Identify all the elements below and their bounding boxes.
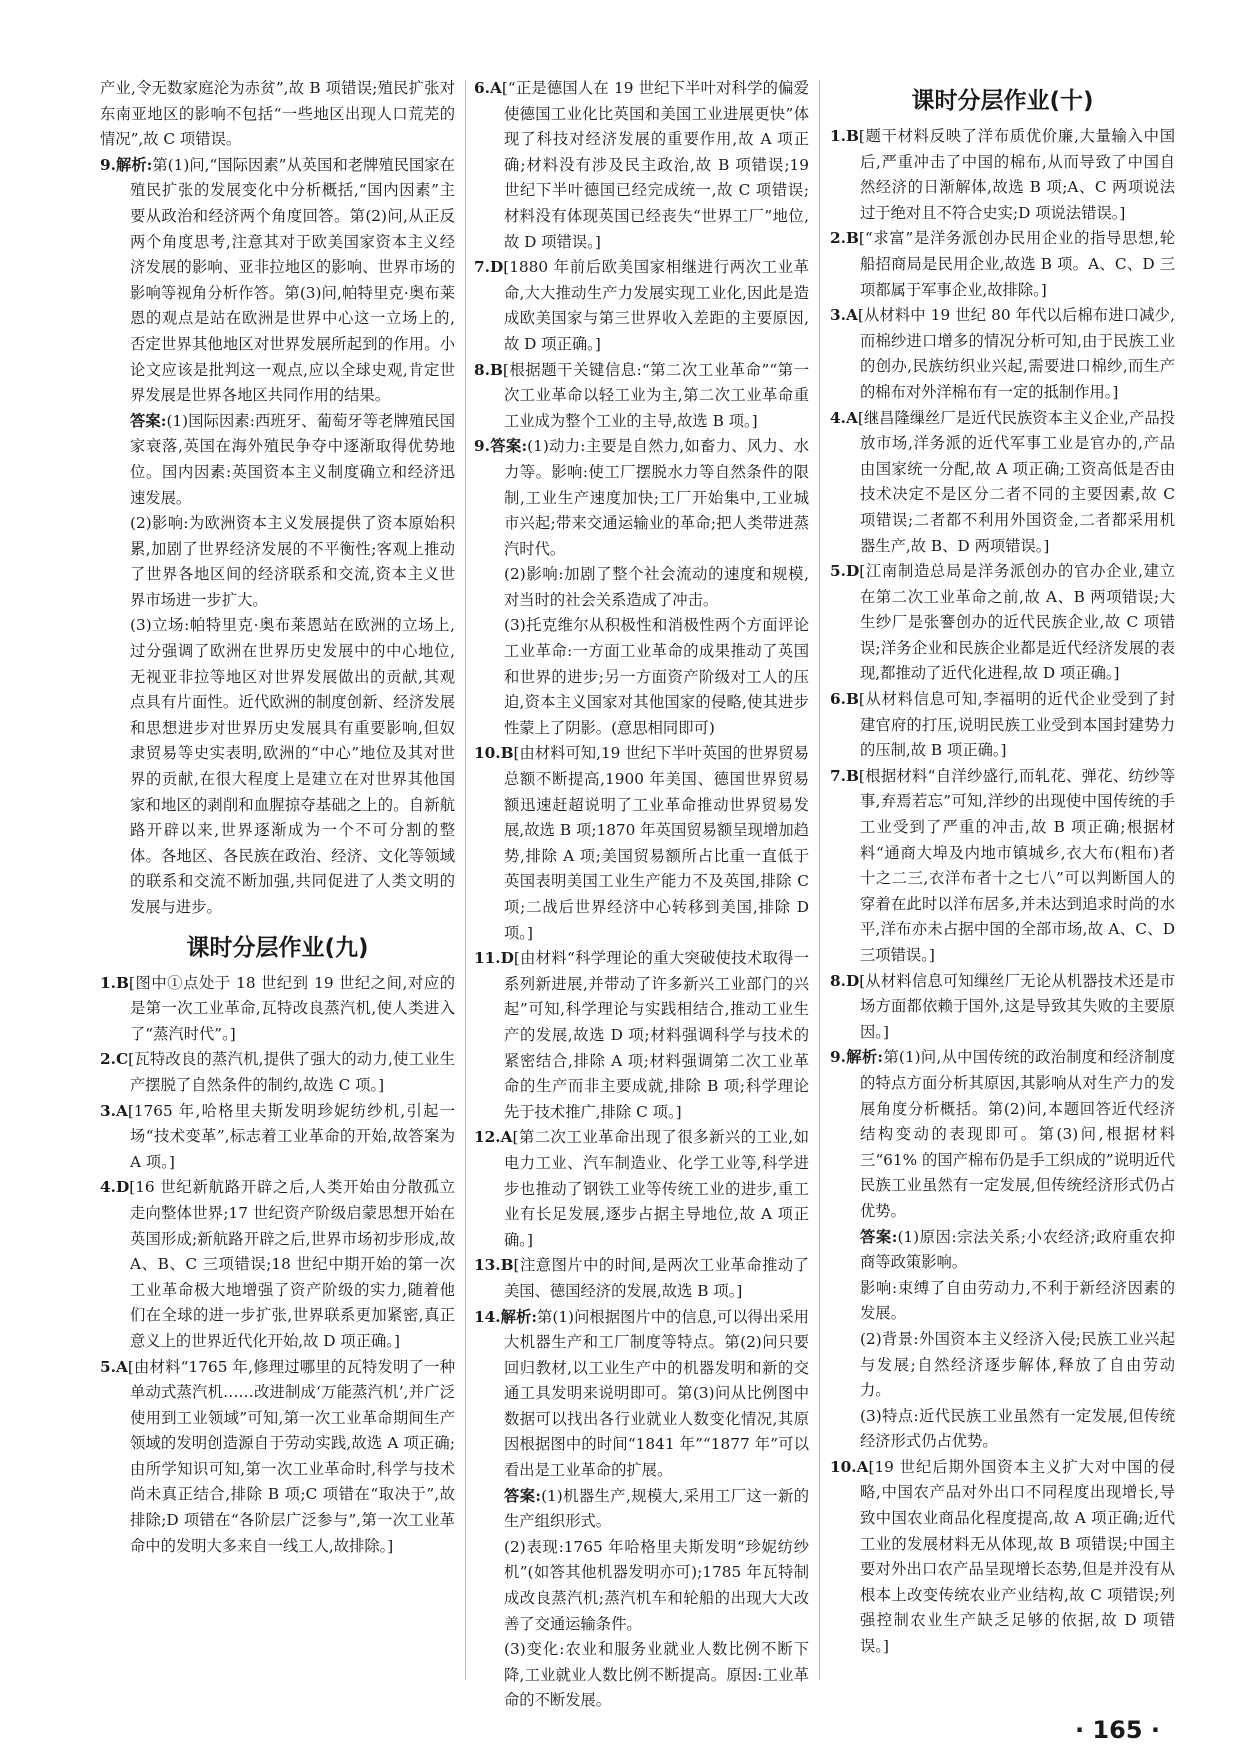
answer-block — [474, 1484, 809, 1535]
answer-paragraph — [474, 1637, 809, 1714]
question-answer — [100, 1175, 455, 1354]
question-number: 2.C — [100, 1050, 129, 1069]
answer-text: (1)机器生产,规模大,采用工厂这一新的生产组织形式。 — [504, 1486, 809, 1531]
answer-text: [从材料信息可知,李福明的近代企业受到了封建官府的打压,说明民族工业受到本国封建势力的压制,故 B 项正确。] — [858, 690, 1175, 760]
question-answer — [474, 358, 809, 435]
answer-text: [瓦特改良的蒸汽机,提供了强大的动力,使工业生产摆脱了自然条件的制约,故选 C 项。] — [128, 1050, 455, 1094]
question-answer — [474, 946, 809, 1125]
question-answer — [474, 1305, 809, 1484]
question-answer — [830, 124, 1175, 226]
question-number: 6.B — [830, 690, 859, 709]
question-number: 10.B — [474, 744, 514, 763]
answer-text: (2)背景:外国资本主义经济入侵;民族工业兴起与发展;自然经济逐步解体,释放了自由劳动力。 — [860, 1329, 1175, 1400]
answer-label: 解析: — [845, 1048, 884, 1067]
answer-text: (3)变化:农业和服务业就业人数比例不断下降,工业就业人数比例不断提高。原因:工业革命的不断发展。 — [504, 1640, 809, 1710]
section-title: 课时分层作业(十) — [911, 88, 1094, 114]
question-answer — [100, 1355, 455, 1560]
answer-text: [16 世纪新航路开辟之后,人类开始由分散孤立走向整体世界;17 世纪资产阶级启蒙思想开始在英国形成;新航路开辟之后,世界市场初步形成,故 A、B、C 三项错误;18 世纪中期开始的第一次工业革命极大地增强了资产阶级的实力,随着他们在全球的进一步扩张,世界联系更加紧密,真正意义上的世界近代化开始,故 D 项正确。] — [129, 1178, 455, 1350]
answer-paragraph — [100, 613, 455, 920]
column-divider — [465, 80, 466, 1680]
answer-text: [由材料“1765 年,修理过哪里的瓦特发明了一种单动式蒸汽机……改进制成‘万能蒸汽机’,并广泛使用到工业领域”可知,第一次工业革命期间生产领域的发明创造源自于劳动实践,故选 A 项正确;由所学知识可知,第一次工业革命时,科学与技术尚未真正结合,排除 B 项;C 项错在“取决于”,故排除;D 项错在“各阶层广泛参与”,第一次工业革命中的发明大多来自一线工人,故排除。] — [127, 1357, 455, 1555]
question-answer — [100, 971, 455, 1048]
question-number: 1.B — [100, 973, 129, 992]
question-answer — [830, 559, 1175, 687]
answer-block — [830, 1225, 1175, 1276]
question-answer — [474, 76, 809, 255]
question-answer — [474, 741, 809, 946]
page-number: · 165 · — [1074, 1716, 1160, 1744]
answer-text: [注意图片中的时间,是两次工业革命推动了美国、德国经济的发展,故选 B 项。] — [504, 1256, 809, 1300]
answer-text: [1765 年,哈格里夫斯发明珍妮纺纱机,引起一场“技术变革”,标志着工业革命的开始,故答案为 A 项。] — [127, 1101, 455, 1171]
answer-text: [第二次工业革命出现了很多新兴的工业,如电力工业、汽车制造业、化学工业等,科学进步也推动了钢铁工业等传统工业的进步,重工业有长足发展,逐步占据主导地位,故 A 项正确。] — [504, 1128, 809, 1249]
question-number: 2.B — [830, 229, 859, 248]
answer-text: (1)国际因素:西班牙、葡萄牙等老牌殖民国家衰落,英国在海外殖民争夺中逐渐取得优势地位。国内因素:英国资本主义制度确立和经济迅速发展。 — [130, 411, 455, 507]
answer-label: 答案: — [489, 437, 528, 456]
answer-column-left — [100, 76, 455, 1736]
question-number: 5.A — [100, 1357, 128, 1376]
question-number: 9. — [830, 1048, 846, 1067]
question-number: 8.D — [830, 971, 860, 990]
answer-paragraph — [474, 562, 809, 613]
question-number: 7.B — [830, 766, 859, 785]
answer-text: (2)影响:为欧洲资本主义发展提供了资本原始积累,加剧了世界经济发展的不平衡性;客观上推动了世界各地区间的经济联系和交流,资本主义世界市场进一步扩大。 — [130, 514, 455, 609]
answer-label: 答案: — [130, 411, 167, 430]
question-answer — [830, 969, 1175, 1046]
question-answer — [100, 1047, 455, 1098]
answer-paragraph — [474, 1535, 809, 1637]
question-number: 4.A — [830, 408, 858, 427]
question-answer — [474, 1253, 809, 1304]
question-number: 9. — [474, 437, 490, 456]
answer-text: [由材料可知,19 世纪下半叶英国的世界贸易总额不断提高,1900 年美国、德国世界贸易额迅速赶超说明了工业革命推动世界贸易发展,故选 B 项;1870 年英国贸易额呈现增加趋势,排除 A 项;美国贸易额所占比重一直低于英国表明美国工业生产能力不及英国,排除 C 项;二战后世界经济中心转移到美国,排除 D 项。] — [504, 744, 809, 942]
answer-text: [1880 年前后欧美国家相继进行两次工业革命,大大推动生产力发展实现工业化,因此是造成欧美国家与第三世界收入差距的主要原因,故 D 项正确。] — [503, 258, 809, 353]
answer-text: [从材料信息可知缫丝厂无论从机器技术还是市场方面都依赖于国外,这是导致其失败的主要原因。] — [859, 971, 1175, 1041]
question-answer — [830, 687, 1175, 764]
answer-text: 影响:束缚了自由劳动力,不利于新经济因素的发展。 — [860, 1278, 1175, 1323]
question-answer — [830, 303, 1175, 405]
question-number: 13.B — [474, 1256, 514, 1275]
answer-paragraph — [830, 1327, 1175, 1404]
column-divider — [819, 80, 820, 1680]
question-number: 11.D — [474, 949, 514, 968]
answer-text: [江南制造总局是洋务派创办的官办企业,建立在第二次工业革命之前,故 A、B 两项错误;大生纱厂是张謇创办的近代民族企业,故 C 项错误;洋务企业和民族企业都是近代经济发展的表现,都推动了近代化进程,故 D 项正确。] — [859, 562, 1175, 683]
question-answer — [100, 1099, 455, 1176]
answer-text: (2)影响:加剧了整个社会流动的速度和规模,对当时的社会关系造成了冲击。 — [504, 565, 809, 609]
answer-text: (3)特点:近代民族工业虽然有一定发展,但传统经济形式仍占优势。 — [860, 1406, 1175, 1451]
answer-text: [由材料“科学理论的重大突破使技术取得一系列新进展,并带动了许多新兴工业部门的兴起”可知,科学理论与实践相结合,推动工业生产的发展,故选 D 项;材料强调科学与技术的紧密结合,排除 A 项;材料强调第二次工业革命的生产而非主要成就,排除 B 项;科学理论先于技术推广,排除 C 项。] — [504, 949, 809, 1121]
question-number: 6.A — [474, 79, 502, 97]
answer-text: (1)动力:主要是自然力,如畜力、风力、水力等。影响:使工厂摆脱水力等自然条件的限制,工业生产速度加快;工厂开始集中,工业城市兴起;带来交通运输业的革命;把人类带进蒸汽时代。 — [504, 437, 809, 558]
answer-text: [图中①点处于 18 世纪到 19 世纪之间,对应的是第一次工业革命,瓦特改良蒸汽机,使人类进入了“蒸汽时代”。] — [128, 973, 455, 1043]
question-number: 8.B — [474, 360, 503, 379]
answer-text: 第(1)问,“国际因素”从英国和老牌殖民国家在殖民扩张的发展变化中分析概括,“国内因素”主要从政治和经济两个角度回答。第(2)问,从正反两个角度思考,注意其对于欧美国家资本主义经济发展的影响、亚非拉地区的影响、世界市场的影响等视角分析作答。第(3)问,帕特里克·奥布莱恩的观点是站在欧洲是世界中心这一立场上的,否定世界其他地区对世界发展所起到的作用。小论文应该是批判这一观点,应以全球史观,肯定世界发展是世界各地区共同作用的结果。 — [130, 155, 455, 405]
answer-label: 解析: — [500, 1307, 537, 1326]
answer-paragraph — [100, 511, 455, 613]
answer-label: 解析: — [115, 155, 153, 174]
answer-paragraph — [830, 1276, 1175, 1327]
answer-label: 答案: — [504, 1486, 542, 1505]
question-number: 7.D — [474, 258, 504, 277]
question-answer — [830, 226, 1175, 303]
question-number: 3.A — [100, 1101, 128, 1120]
answer-text: [题干材料反映了洋布质优价廉,大量输入中国后,严重冲击了中国的棉布,从而导致了中国自然经济的日渐解体,故选 B 项;A、C 两项说法过于绝对且不符合史实;D 项说法错误。] — [858, 127, 1175, 222]
answer-paragraph — [474, 613, 809, 741]
question-number: 14. — [474, 1307, 501, 1326]
question-number: 3.A — [830, 306, 858, 325]
answer-text: (3)立场:帕特里克·奥布莱恩站在欧洲的立场上,过分强调了欧洲在世界历史发展中的中心地位,无视亚非拉等地区对世界发展做出的贡献,其观点具有片面性。近代欧洲的制度创新、经济发展和思想进步对世界历史发展具有重要影响,但奴隶贸易等史实表明,欧洲的“中心”地位及其对世界的贡献,在很大程度上是建立在对世界其他国家和地区的剥削和血腥掠夺基础之上的。自新航路开辟以来,世界逐渐成为一个不可分割的整体。各地区、各民族在政治、经济、文化等领域的联系和交流不断加强,共同促进了人类文明的发展与进步。 — [130, 616, 455, 916]
question-number: 1.B — [830, 127, 859, 145]
question-answer — [474, 434, 809, 562]
answer-text: (3)托克维尔从积极性和消极性两个方面评论工业革命:一方面工业革命的成果推动了英国和世界的进步;另一方面资产阶级对工人的压迫,资本主义国家对其他国家的侵略,使其进步性蒙上了阴影。(意思相同即可) — [504, 616, 809, 737]
answer-paragraph — [100, 76, 455, 153]
answer-text: [“正是德国人在 19 世纪下半叶对科学的偏爱使德国工业化比英国和美国工业进展更快”体现了科技对经济发展的重要作用,故 A 项正确;材料没有涉及民主政治,故 B 项错误;19 世纪下半叶德国已经完成统一,故 C 项错误;材料没有体现英国已经丧失“世界工厂”地位,故 D 项错误。] — [501, 79, 809, 251]
answer-text: [根据题干关键信息:“第二次工业革命”“第一次工业革命以轻工业为主,第二次工业革命重工业成为整个工业的主导,故选 B 项。] — [502, 360, 809, 430]
answer-text: 产业,令无数家庭沦为赤贫”,故 B 项错误;殖民扩张对东南亚地区的影响不包括“一些地区出现人口荒芜的情况”,故 C 项错误。 — [100, 79, 455, 149]
section-title: 课时分层作业(九) — [186, 934, 369, 961]
answer-text: (1)原因:宗法关系;小农经济;政府重农抑商等政策影响。 — [860, 1227, 1175, 1272]
answer-text: [根据材料“自洋纱盛行,而轧花、弹花、纺纱等事,弃焉若忘”可知,洋纱的出现使中国传统的手工业受到了严重的冲击,故 B 项正确;根据材料“通商大埠及内地市镇城乡,衣大布(粗布)者十之二三,衣洋布者十之七八”可以判断国人的穿着在此时以洋布居多,并未达到追求时尚的水平,洋布亦未占据中国的全部市场,故 A、C、D 三项错误。] — [858, 766, 1175, 964]
answer-column-middle — [474, 76, 809, 1736]
question-answer — [100, 153, 455, 409]
answer-text: 第(1)问根据图片中的信息,可以得出采用大机器生产和工厂制度等特点。第(2)问只要回归教材,以工业生产中的机器发明和新的交通工具发明来说明即可。第(3)问从比例图中数据可以找出各行业就业人数变化情况,其原因根据图中的时间“1841 年”“1877 年”可以看出是工业革命的扩展。 — [504, 1307, 809, 1480]
answer-text: [从材料中 19 世纪 80 年代以后棉布进口减少,而棉纱进口增多的情况分析可知,由于民族工业的创办,民族纺织业兴起,需要进口棉纱,而生产的棉布对外洋棉布有一定的抵制作用。] — [857, 306, 1175, 401]
question-answer — [830, 1045, 1175, 1224]
answer-paragraph — [830, 1404, 1175, 1455]
answer-text: [19 世纪后期外国资本主义扩大对中国的侵略,中国农产品对外出口不同程度出现增长,导致中国农业商品化程度提高,故 A 项正确;近代工业的发展材料无从体现,故 B 项错误;中国主要对外出口农产品呈现增长态势,但是并没有从根本上改变传统农业产业结构,故 C 项错误;列强控制农业生产缺乏足够的依据,故 D 项错误。] — [860, 1457, 1175, 1656]
question-answer — [830, 406, 1175, 560]
answer-text: [继昌隆缫丝厂是近代民族资本主义企业,产品投放市场,洋务派的近代军事工业是官办的,产品由国家统一分配,故 A 项正确;工资高低是否由技术决定不是区分二者不同的主要因素,故 C 项错误;二者都不利用外国资金,二者都采用机器生产,故 B、D 两项错误。] — [857, 408, 1175, 555]
question-number: 5.D — [830, 562, 860, 581]
answer-block — [100, 409, 455, 511]
answer-column-right — [830, 76, 1175, 1736]
question-number: 10.A — [830, 1457, 869, 1476]
question-number: 4.D — [100, 1178, 130, 1197]
question-number: 9. — [100, 155, 116, 174]
question-answer — [830, 1455, 1175, 1660]
question-number: 12.A — [474, 1128, 513, 1147]
question-answer — [474, 255, 809, 357]
answer-label: 答案: — [860, 1227, 898, 1246]
answer-text: [“求富”是洋务派创办民用企业的指导思想,轮船招商局是民用企业,故选 B 项。A、C、D 三项都属于军事企业,故排除。] — [858, 229, 1175, 299]
answer-text: (2)表现:1765 年哈格里夫斯发明“珍妮纺纱机”(如答其他机器发明亦可);1785 年瓦特制成改良蒸汽机;蒸汽机车和轮船的出现大大改善了交通运输条件。 — [504, 1537, 809, 1633]
answer-text: 第(1)问,从中国传统的政治制度和经济制度的特点方面分析其原因,其影响从对生产力的发展角度分析概括。第(2)问,本题回答近代经济结构变动的表现即可。第(3)问,根据材料三“61% 的国产棉布仍是手工织成的”说明近代民族工业虽然有一定发展,但传统经济形式仍占优势。 — [860, 1048, 1175, 1220]
question-answer — [474, 1125, 809, 1253]
question-answer — [830, 764, 1175, 969]
